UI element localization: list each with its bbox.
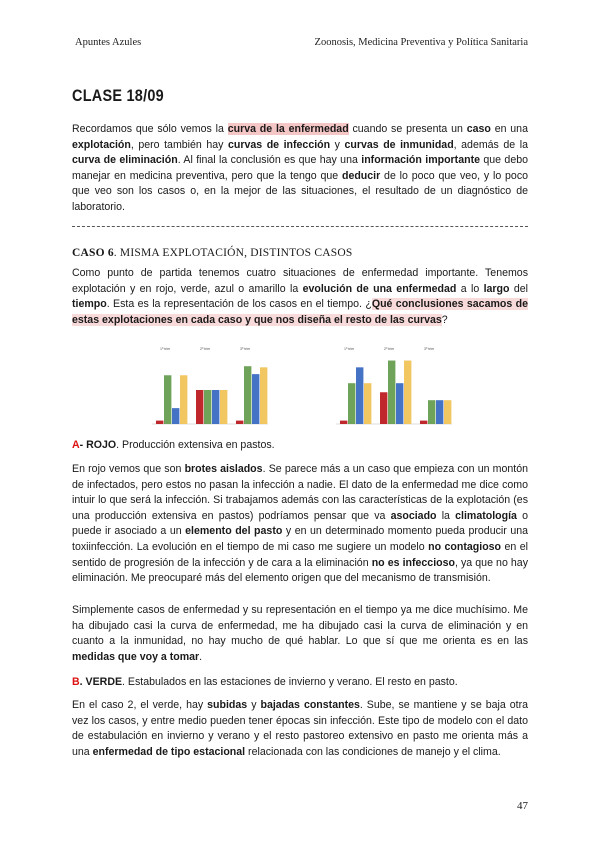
case-title: CASO 6. MISMA EXPLOTACIÓN, DISTINTOS CASOS (72, 247, 353, 259)
chart-category-label: 2º trim (200, 347, 211, 351)
bar-verde-2 (204, 390, 211, 424)
bar-verde-2 (388, 361, 395, 424)
chart-left (150, 340, 270, 428)
section-b-heading: B. VERDE. Estabulados en las estaciones de invierno y verano. El resto en pasto. (72, 676, 458, 688)
page-title: CLASE 18/09 (72, 86, 164, 105)
bar-amarillo-2 (404, 361, 411, 424)
bar-azul-3 (252, 374, 259, 424)
bar-rojo-3 (420, 421, 427, 424)
section-a-heading: A- ROJO. Producción extensiva en pastos. (72, 439, 275, 451)
page-number: 47 (517, 800, 528, 812)
section-a-paragraph-2: Simplemente casos de enfermedad y su representación en el tiempo ya me dice muchísimo. Me ha dibujado casi la curva de enfermedad, me ha dibujado casi la curva de eliminación y en cuanto a la inmunidad, no hay mucho de qué hablar. Lo que sí que me orienta es en las medidas que voy a tomar. (72, 604, 528, 663)
section-divider (72, 226, 528, 227)
intro-paragraph: Recordamos que sólo vemos la curva de la enfermedad cuando se presenta un caso en una explotación, pero también hay curvas de infección y curvas de inmunidad, además de la curva de eliminación. Al final la conclusión es que hay una información importante que debo manejar en medicina preventiva, pero que la tengo que deducir de lo poco que veo, y lo poco que veo son los casos o, en la mejor de las situaciones, el resultado de un diagnóstico de laboratorio. (72, 123, 529, 213)
bar-verde-3 (244, 366, 251, 424)
chart-category-label: 2º trim (384, 347, 395, 351)
bar-amarillo-3 (260, 367, 267, 424)
case-intro-paragraph: Como punto de partida tenemos cuatro situaciones de enfermedad importante. Tenemos explotación y en rojo, verde, azul o amarillo la evolución de una enfermedad a lo largo del tiempo. Esta es la representación de los casos en el tiempo. ¿Qué conclusiones sacamos de estas explotaciones en cada caso y que nos diseña el resto de las curvas? (72, 267, 528, 326)
bar-verde-1 (164, 375, 171, 424)
bar-rojo-3 (236, 421, 243, 424)
bar-amarillo-1 (180, 375, 187, 424)
chart-right (334, 340, 454, 428)
bar-amarillo-1 (364, 383, 371, 424)
bar-verde-3 (428, 400, 435, 424)
section-a-paragraph-1: En rojo vemos que son brotes aislados. Se parece más a un caso que empieza con un montón de infectados, pero estos no pasan la infección a nadie. El dato de la enfermedad me dice como intuir lo que será la infección. Si trabajamos además con las características de la explotación (es una producción extensiva en pastos) podríamos pensar que va asociado la climatología o puede ir asociado a un elemento del pasto y en un determinado momento pueda producir una toxiinfección. La evolución en el tiempo de mi caso me sugiere un modelo no contagioso en el sentido de progresión de la infección y de cara a la eliminación no es infeccioso, ya que no hay eliminación. Me preocuparé más del elemento origen que del mecanismo de transmisión. (72, 463, 529, 585)
bar-amarillo-2 (220, 390, 227, 424)
bar-azul-2 (396, 383, 403, 424)
bar-rojo-1 (156, 421, 163, 424)
header-left: Apuntes Azules (75, 37, 142, 48)
bar-rojo-2 (380, 392, 387, 424)
header-right: Zoonosis, Medicina Preventiva y Política Sanitaria (314, 37, 528, 48)
bar-azul-2 (212, 390, 219, 424)
bar-rojo-1 (340, 421, 347, 424)
bar-azul-3 (436, 400, 443, 424)
chart-category-label: 1º trim (344, 347, 355, 351)
section-b-paragraph-1: En el caso 2, el verde, hay subidas y bajadas constantes. Sube, se mantiene y se baja otra vez los casos, y entre medio pueden tener épocas sin infección. Este tipo de modelo con el dato de estabulación en invierno y verano y el resto pastoreo extensivo en pasto me orienta más a una enfermedad de tipo estacional relacionada con las condiciones de manejo y el clima. (72, 699, 528, 758)
bar-rojo-2 (196, 390, 203, 424)
bar-azul-1 (356, 367, 363, 424)
bar-amarillo-3 (444, 400, 451, 424)
chart-category-label: 1º trim (160, 347, 171, 351)
chart-category-label: 3º trim (424, 347, 435, 351)
bar-azul-1 (172, 408, 179, 424)
chart-category-label: 3º trim (240, 347, 251, 351)
bar-verde-1 (348, 383, 355, 424)
